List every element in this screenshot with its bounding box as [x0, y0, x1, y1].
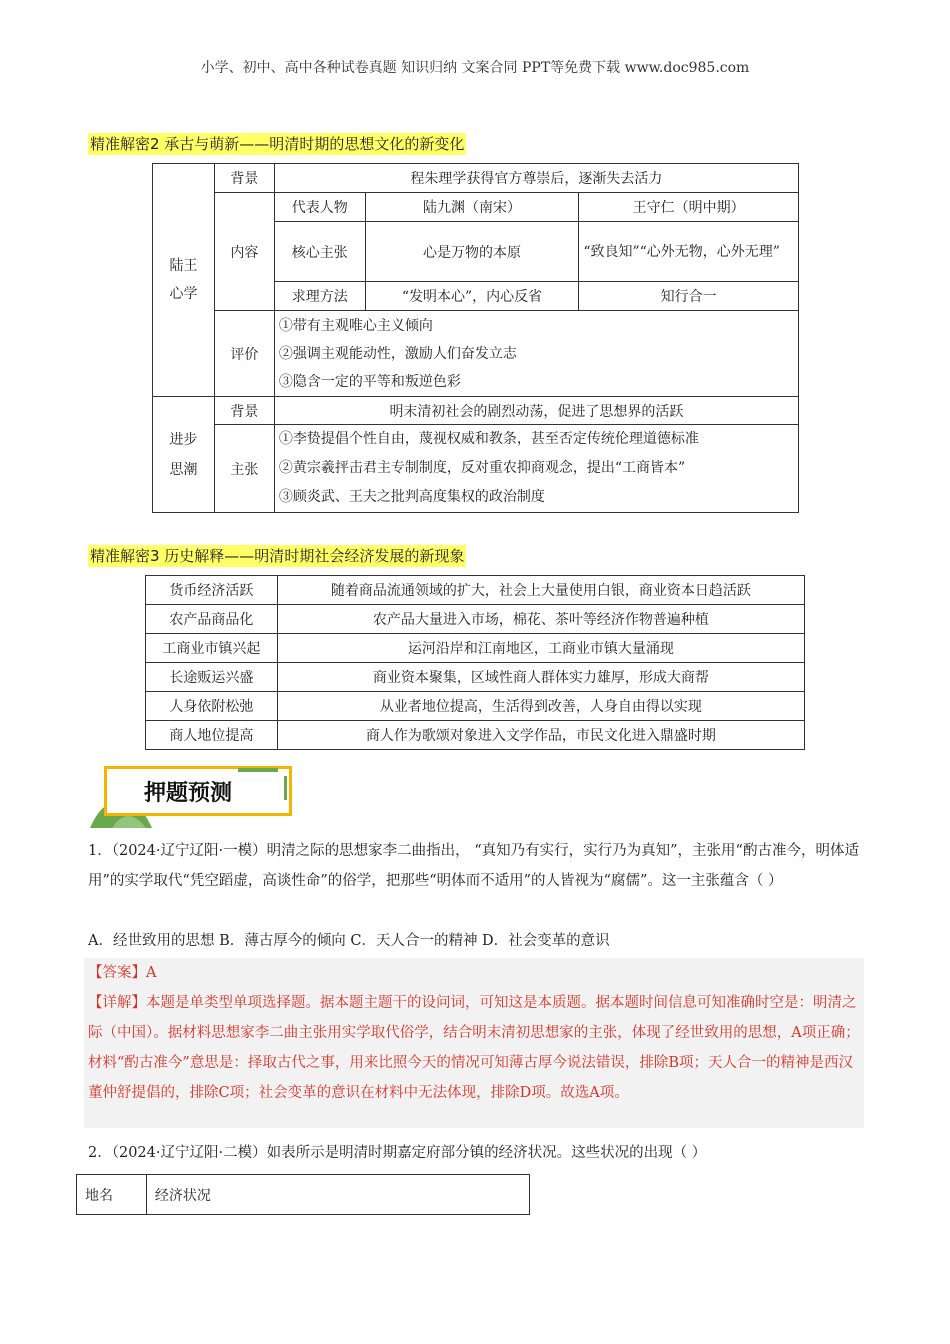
section2-title: 精准解密2 承古与萌新——明清时期的思想文化的新变化: [90, 135, 465, 153]
q2-table: [76, 1174, 530, 1215]
thought-culture-table: [152, 163, 799, 397]
col-rep: 代表人物: [274, 193, 365, 222]
prediction-badge: [88, 762, 298, 828]
col-core: 核心主张: [274, 222, 365, 282]
q1-answer-box: [84, 958, 864, 1128]
method-lu: “发明本心”，内心反省: [365, 282, 579, 311]
q1-answer: 【答案】A: [88, 965, 157, 981]
econ-val: 农产品大量进入市场，棉花、茶叶等经济作物普遍种植: [277, 605, 804, 634]
q2-col-economy: 经济状况: [146, 1175, 529, 1215]
q1-options: A．经世致用的思想 B．薄古厚今的倾向 C．天人合一的精神 D．社会变革的意识: [88, 933, 610, 949]
econ-val: 运河沿岸和江南地区，工商业市镇大量涌现: [277, 634, 804, 663]
progress-main-label: 主张: [214, 425, 274, 513]
section3-title: 精准解密3 历史解释——明清时期社会经济发展的新现象: [90, 547, 465, 565]
luwang-eval-list: [274, 311, 798, 397]
core-wang: “致良知”“心外无物，心外无理”: [579, 222, 799, 282]
economy-table: [145, 575, 805, 750]
main-item: ②黄宗羲抨击君主专制制度，反对重农抑商观念，提出“工商皆本”: [278, 460, 686, 476]
q2-stem: 2．（2024·辽宁辽阳·二模）如表所示是明清时期嘉定府部分镇的经济状况。这些状况的出现（ ）: [88, 1145, 707, 1161]
luwang-label: 陆王心学: [153, 164, 215, 397]
q1-detail: 【详解】本题是单类型单项选择题。据本题主题干的设问词，可知这是本质题。据本题时间信息可知准确时空是：明清之际（中国）。据材料思想家李二曲主张用实学取代俗学，结合明末清初思想家的主张，体现了经世致用的思想，A项正确；材料“酌古准今”意思是：择取古代之事，用来比照今天的情况可知薄古厚今说法错误，排除B项；天人合一的精神是西汉董仲舒提倡的，排除C项；社会变革的意识在材料中无法体现，排除D项。故选A项。: [88, 995, 860, 1101]
econ-val: 从业者地位提高，生活得到改善，人身自由得以实现: [277, 692, 804, 721]
econ-key: 货币经济活跃: [146, 576, 278, 605]
method-wang: 知行合一: [579, 282, 799, 311]
progress-main-list: [274, 425, 798, 513]
luwang-eval-label: 评价: [214, 311, 274, 397]
eval-item: ③隐含一定的平等和叛逆色彩: [278, 373, 461, 390]
progress-bg-text: 明末清初社会的剧烈动荡，促进了思想界的活跃: [274, 397, 798, 425]
progress-bg-label: 背景: [214, 397, 274, 425]
econ-val: 随着商品流通领域的扩大，社会上大量使用白银，商业资本日趋活跃: [277, 576, 804, 605]
badge-accent: [238, 768, 278, 772]
luwang-bg-label: 背景: [214, 164, 274, 193]
q1-stem: 1．（2024·辽宁辽阳·一模）明清之际的思想家李二曲指出， “真知乃有实行，实行乃为真知”，主张用“酌古准今，明体适用”的实学取代“凭空蹈虚，高谈性命”的俗学，把那些“明体而不适用”的人皆视为“腐儒”。这一主张蕴含（ ）: [88, 843, 859, 889]
econ-key: 长途贩运兴盛: [146, 663, 278, 692]
badge-text: 押题预测: [144, 781, 233, 806]
main-item: ③顾炎武、王夫之批判高度集权的政治制度: [278, 489, 545, 505]
econ-key: 农产品商品化: [146, 605, 278, 634]
eval-item: ①带有主观唯心主义倾向: [278, 317, 433, 334]
core-lu: 心是万物的本原: [365, 222, 579, 282]
progress-label: 进步思潮: [153, 397, 215, 513]
rep-wang: 王守仁（明中期）: [579, 193, 799, 222]
badge-bar: [284, 776, 287, 800]
econ-key: 商人地位提高: [146, 721, 278, 750]
progress-thought-table: [152, 396, 799, 513]
q2-col-place: 地名: [77, 1175, 147, 1215]
main-item: ①李贽提倡个性自由，蔑视权威和教条，甚至否定传统伦理道德标准: [278, 431, 699, 447]
page-header: 小学、初中、高中各种试卷真题 知识归纳 文案合同 PPT等免费下载 www.doc985.com: [200, 60, 750, 76]
econ-key: 工商业市镇兴起: [146, 634, 278, 663]
luwang-bg-text: 程朱理学获得官方尊崇后，逐渐失去活力: [274, 164, 798, 193]
econ-val: 商人作为歌颂对象进入文学作品，市民文化进入鼎盛时期: [277, 721, 804, 750]
econ-key: 人身依附松弛: [146, 692, 278, 721]
luwang-content-label: 内容: [214, 193, 274, 311]
rep-lu: 陆九渊（南宋）: [365, 193, 579, 222]
econ-val: 商业资本聚集，区域性商人群体实力雄厚，形成大商帮: [277, 663, 804, 692]
col-method: 求理方法: [274, 282, 365, 311]
eval-item: ②强调主观能动性，激励人们奋发立志: [278, 345, 517, 362]
